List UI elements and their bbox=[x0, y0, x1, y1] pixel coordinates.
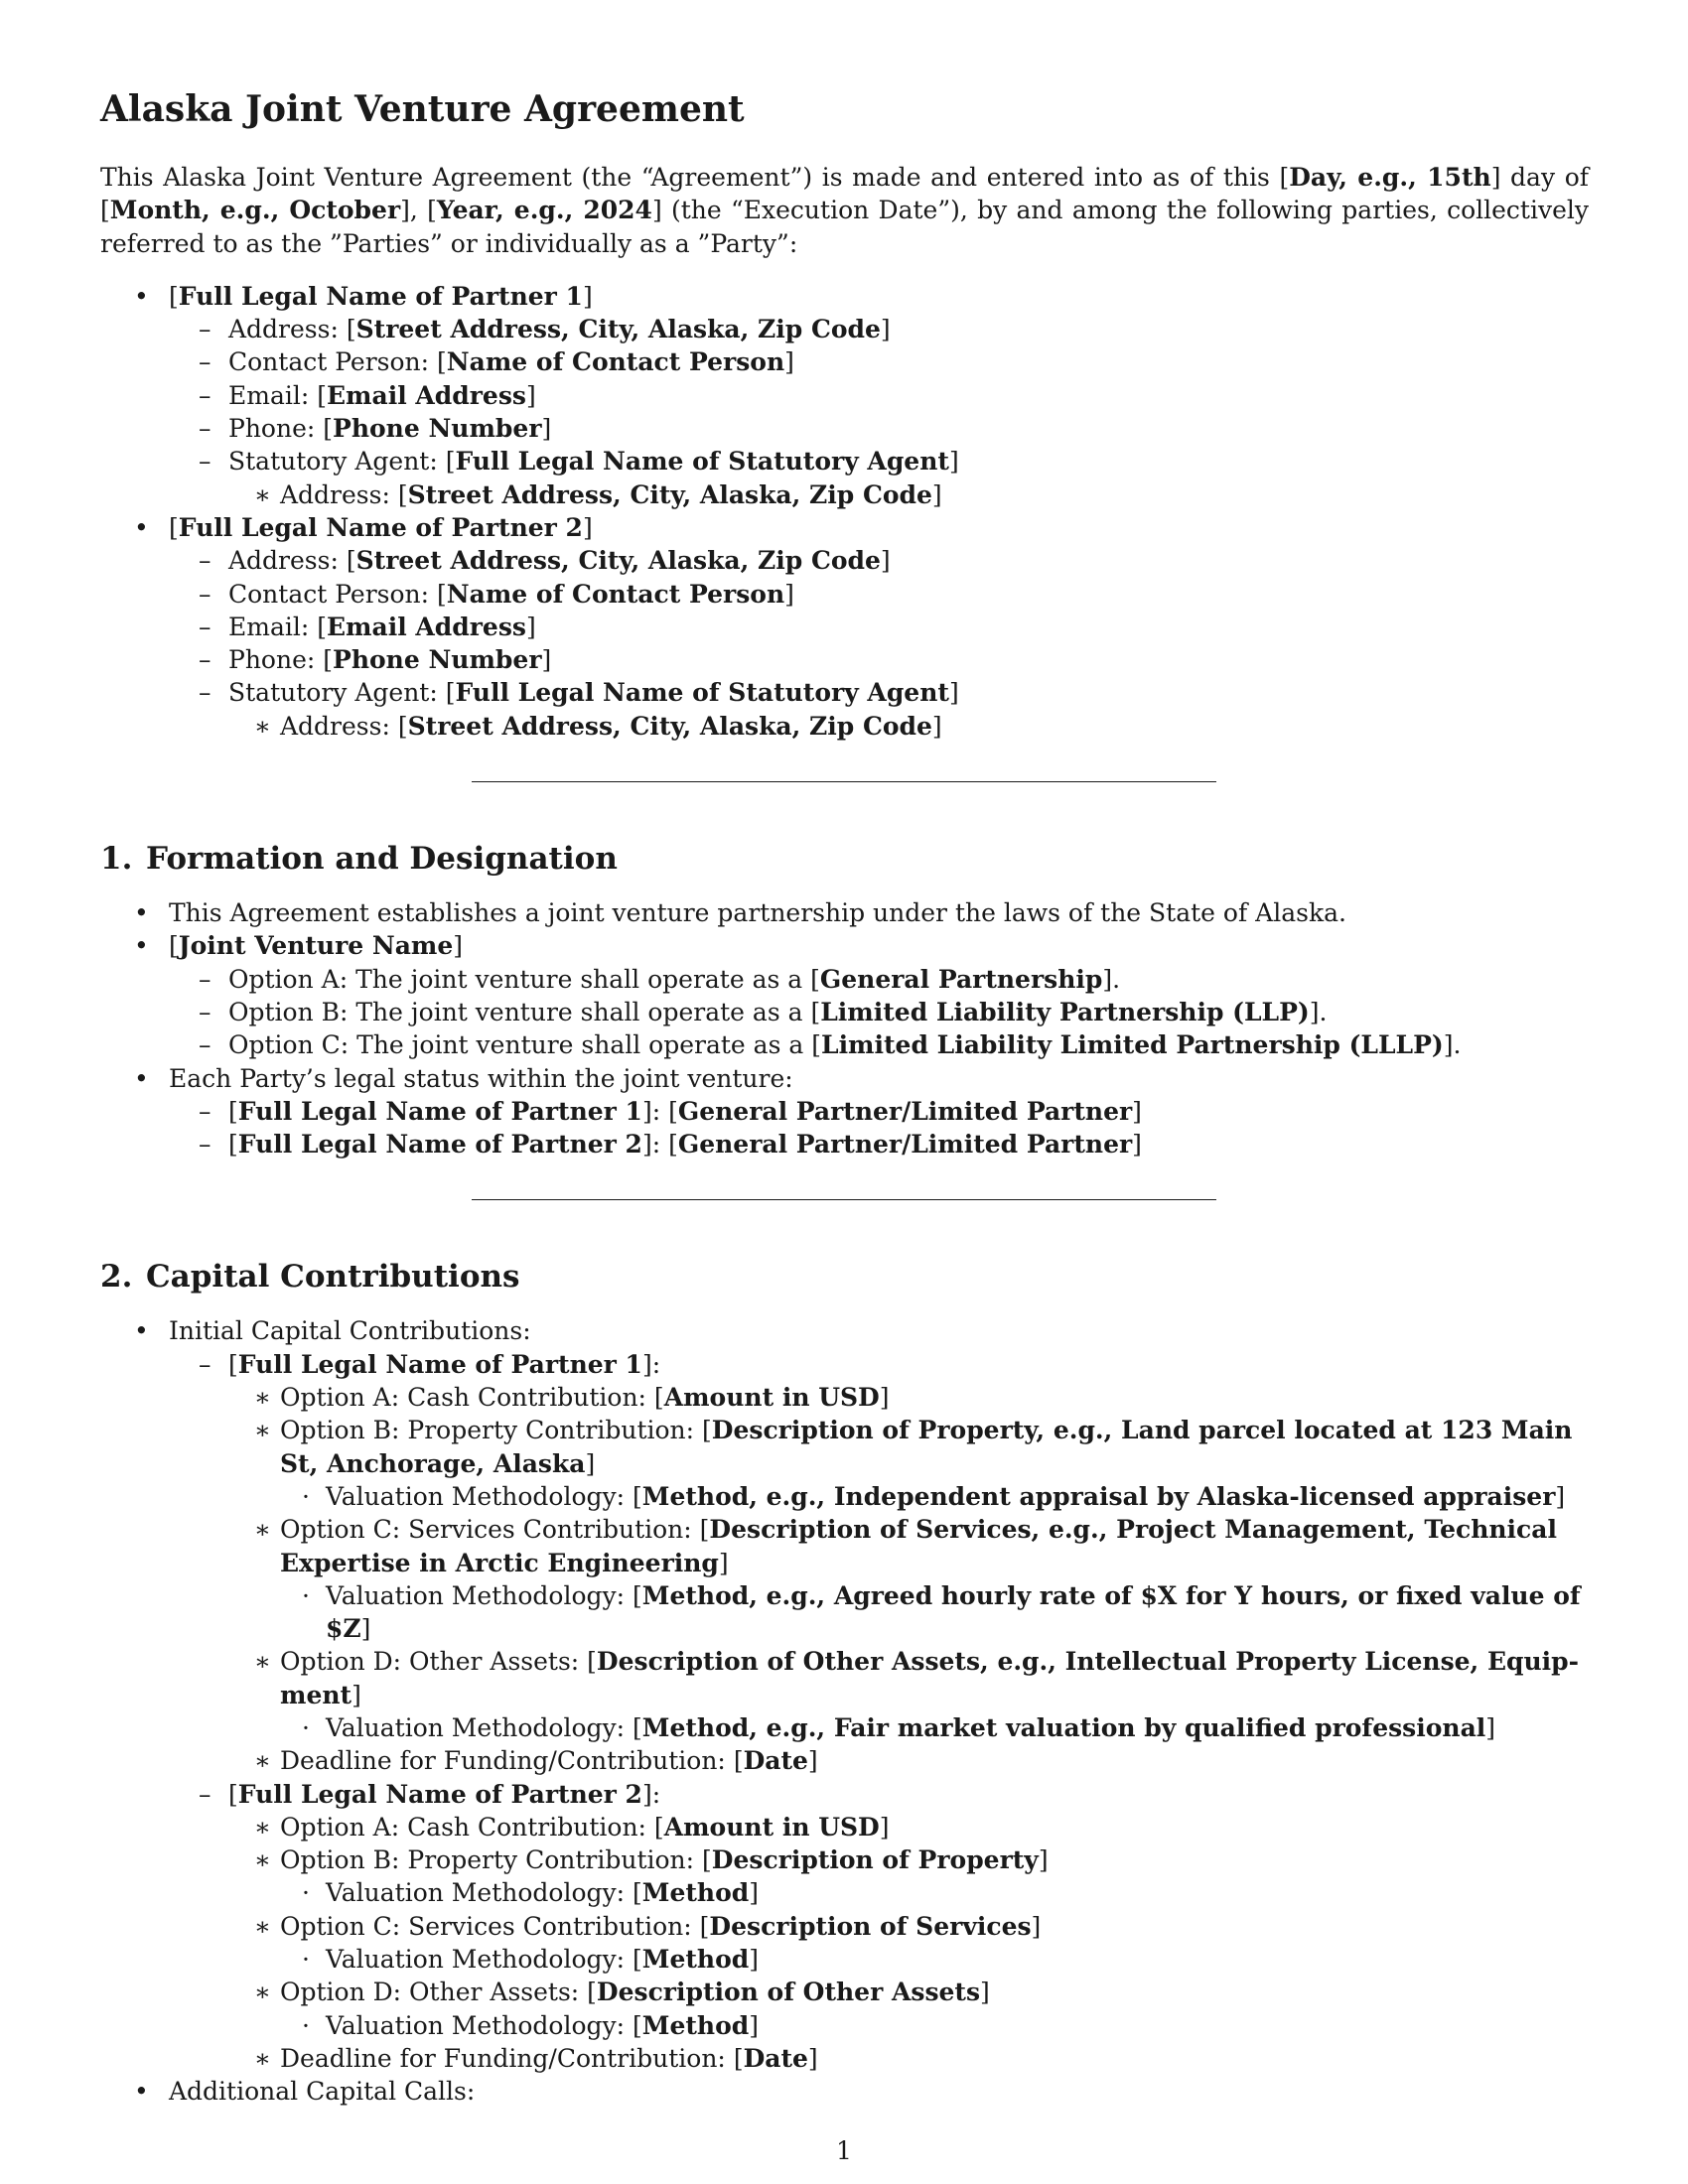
intro-paragraph: This Alaska Joint Venture Agreement (the “Agreement”) is made and entered into as of this [Day, e.g., 15th] day of [Month, e.g., October], [Year, e.g., 2024] (the “Execution Date”), by and among the following parties, collectively referred to as the ”Parties” or individually as a ”Party”: bbox=[100, 163, 1589, 258]
valuation-list bbox=[280, 1579, 1589, 1646]
option-services: ∗ Option C: Services Contribution: [Description of Services, e.g., Project Management, Technical Expertise in Arctic Engineering] · Valuation Methodology: [Method, e.g., Agreed hourly rate of $X for Y hours, or fixed value of $Z] bbox=[228, 1513, 1589, 1645]
option-value: Description of Other Assets, e.g., Intellectual Property License, Equip-ment bbox=[280, 1647, 1580, 1709]
list-item: • [Joint Venture Name] – Option A: The joint venture shall operate as a [General Partnership]. – Option B: The joint venture shall operate as a [Limited Liability Partnership (LLP)]. – Option C: The joint venture shall operate as a [Limited Liability Limited Partnership (LLLP)]. bbox=[100, 929, 1589, 1061]
valuation-methodology: · Valuation Methodology: [Method, e.g., Fair market valuation by qualified professional] bbox=[280, 1711, 1589, 1744]
field-value: Name of Contact Person bbox=[446, 347, 785, 377]
deadline-value: Date bbox=[743, 2043, 808, 2073]
section-number: 2. bbox=[100, 1259, 133, 1296]
field-label: Phone: bbox=[228, 414, 324, 444]
section-1-list bbox=[100, 896, 1589, 1160]
valuation-methodology: · Valuation Methodology: [Method, e.g., Independent appraisal by Alaska-licensed appraiser] bbox=[280, 1480, 1589, 1513]
option-text: Option C: The joint venture shall operate as a bbox=[228, 1030, 812, 1060]
funding-deadline: ∗ Deadline for Funding/Contribution: [Date] bbox=[228, 2042, 1589, 2075]
field-label: Phone: bbox=[228, 645, 324, 675]
valuation-label: Valuation Methodology: bbox=[326, 1878, 633, 1908]
option-value: Description of Property, e.g., Land parcel located at 123 Main St, Anchorage, Alaska bbox=[280, 1416, 1573, 1478]
partner-name: Full Legal Name of Partner 2 bbox=[237, 1130, 642, 1160]
party-email: – Email: [Email Address] bbox=[169, 611, 1589, 643]
list-item: • Additional Capital Calls: bbox=[100, 2075, 1589, 2108]
contribution-options bbox=[228, 1381, 1589, 1778]
agent-details bbox=[228, 478, 1589, 511]
field-value: Name of Contact Person bbox=[446, 579, 785, 609]
field-value: Street Address, City, Alaska, Zip Code bbox=[407, 711, 932, 741]
field-value: Street Address, City, Alaska, Zip Code bbox=[407, 479, 932, 509]
valuation-list bbox=[280, 1876, 1589, 1909]
deadline-label: Deadline for Funding/Contribution: bbox=[280, 2043, 734, 2073]
field-value: Full Legal Name of Statutory Agent bbox=[455, 447, 949, 477]
field-label: Address: bbox=[228, 315, 347, 344]
agent-address: ∗ Address: [Street Address, City, Alaska, Zip Code] bbox=[228, 710, 1589, 743]
party-statutory-agent: – Statutory Agent: [Full Legal Name of Statutory Agent] ∗ Address: [Street Address, City, Alaska, Zip Code] bbox=[169, 445, 1589, 511]
partner-name: Full Legal Name of Partner 1 bbox=[237, 1096, 642, 1126]
option-text: Option D: Other Assets: bbox=[280, 1647, 588, 1677]
option-cash: ∗ Option A: Cash Contribution: [Amount in USD] bbox=[228, 1811, 1589, 1843]
option-value: Limited Liability Partnership (LLP) bbox=[820, 997, 1310, 1026]
party-contact: – Contact Person: [Name of Contact Person] bbox=[169, 578, 1589, 611]
status-text: Each Party’s legal status within the joint venture: bbox=[169, 1063, 793, 1093]
deadline-value: Date bbox=[743, 1746, 808, 1776]
field-value: Street Address, City, Alaska, Zip Code bbox=[355, 546, 881, 576]
section-number: 1. bbox=[100, 841, 133, 878]
valuation-methodology: · Valuation Methodology: [Method] bbox=[280, 1943, 1589, 1976]
partner-contribution: – [Full Legal Name of Partner 1]: ∗ Option A: Cash Contribution: [Amount in USD] ∗ Option B: Property Contribution: [Description of Property, e.g., Land parcel located at 123 Main St, Anchorage, Alaska] · Valuation Methodology: [Method, e.g., Independent appraisal by Alaska-licensed appraiser] ∗ Option C: Services Contribution: [Description of Services, e.g., Project Management, Technical Expertise in Arctic Engineering] · Valuation Methodology: [Method, e.g., Agreed hourly rate of $X for Y hours, or fixed value of $Z] ∗ Option D: Other Assets: [Description of Other Assets, e.g., Intellectual Property License, Equip-ment] · Valuation Methodology: [Method, e.g., Fair market valuation by qualified professional] ∗ Deadline for Funding/Contribution: [Date] bbox=[169, 1348, 1589, 1778]
valuation-list bbox=[280, 1480, 1589, 1513]
party-phone: – Phone: [Phone Number] bbox=[169, 643, 1589, 676]
party-email: – Email: [Email Address] bbox=[169, 379, 1589, 412]
party-statutory-agent: – Statutory Agent: [Full Legal Name of Statutory Agent] ∗ Address: [Street Address, City, Alaska, Zip Code] bbox=[169, 676, 1589, 743]
field-label: Statutory Agent: bbox=[228, 447, 446, 477]
valuation-label: Valuation Methodology: bbox=[326, 1481, 633, 1511]
section-1-heading bbox=[100, 839, 1589, 879]
field-value: Email Address bbox=[327, 612, 526, 641]
partner-name: Full Legal Name of Partner 1 bbox=[237, 1349, 642, 1379]
valuation-label: Valuation Methodology: bbox=[326, 1580, 633, 1610]
valuation-value: Method, e.g., Agreed hourly rate of $X for Y hours, or fixed value of $Z bbox=[326, 1580, 1581, 1644]
page-number: 1 bbox=[836, 2136, 852, 2165]
valuation-value: Method, e.g., Fair market valuation by qualified professional bbox=[641, 1712, 1486, 1742]
intro-year-placeholder: Year, e.g., 2024 bbox=[436, 196, 652, 225]
field-value: Phone Number bbox=[333, 414, 542, 444]
intro-text-4: (the “Execution Date”), by and among the following parties, collectively referred to as the ”Parties” or individually as a ”Party”: bbox=[100, 196, 1589, 258]
party-item: • [Full Legal Name of Partner 2] – Address: [Street Address, City, Alaska, Zip Code] – Contact Person: [Name of Contact Person] – Email: [Email Address] – Phone: [Phone Number] – Statutory Agent: [Full Legal Name of Statutory Agent] ∗ Address: [Street Address, City, Alaska, Zip Code] bbox=[100, 511, 1589, 743]
agent-address: ∗ Address: [Street Address, City, Alaska, Zip Code] bbox=[228, 478, 1589, 511]
parties-list bbox=[100, 280, 1589, 743]
option-text: Option B: Property Contribution: bbox=[280, 1845, 703, 1875]
partner-contributions bbox=[169, 1348, 1589, 2076]
option-value: Description of Other Assets bbox=[596, 1978, 981, 2007]
field-label: Contact Person: bbox=[228, 347, 438, 377]
option-other-assets: ∗ Option D: Other Assets: [Description of Other Assets] · Valuation Methodology: [Method] bbox=[228, 1976, 1589, 2042]
option-c: – Option C: The joint venture shall operate as a [Limited Liability Limited Partnership (LLLP)]. bbox=[169, 1028, 1589, 1061]
option-services: ∗ Option C: Services Contribution: [Description of Services] · Valuation Methodology: [Method] bbox=[228, 1910, 1589, 1977]
option-text: Option C: Services Contribution: bbox=[280, 1515, 700, 1545]
contribution-options bbox=[228, 1811, 1589, 2075]
option-value: General Partnership bbox=[819, 964, 1103, 994]
document-title: Alaska Joint Venture Agreement bbox=[100, 88, 745, 130]
party-name: Full Legal Name of Partner 2 bbox=[178, 512, 583, 542]
option-cash: ∗ Option A: Cash Contribution: [Amount in USD] bbox=[228, 1381, 1589, 1414]
field-label: Contact Person: bbox=[228, 579, 438, 609]
field-label: Address: bbox=[280, 711, 398, 741]
intro-month-placeholder: Month, e.g., October bbox=[109, 196, 401, 225]
option-text: Option A: Cash Contribution: bbox=[280, 1383, 654, 1413]
agent-details bbox=[228, 710, 1589, 743]
partner-status-value: General Partner/Limited Partner bbox=[677, 1096, 1133, 1126]
valuation-label: Valuation Methodology: bbox=[326, 2010, 633, 2040]
option-value: Amount in USD bbox=[663, 1383, 880, 1413]
section-title: Capital Contributions bbox=[146, 1259, 520, 1296]
section-divider bbox=[472, 781, 1216, 782]
option-value: Limited Liability Limited Partnership (LLLP) bbox=[820, 1030, 1444, 1060]
option-property: ∗ Option B: Property Contribution: [Description of Property] · Valuation Methodology: [Method] bbox=[228, 1843, 1589, 1910]
field-label: Email: bbox=[228, 380, 318, 410]
option-b: – Option B: The joint venture shall operate as a [Limited Liability Partnership (LLP)]. bbox=[169, 996, 1589, 1028]
section-title: Formation and Designation bbox=[146, 841, 618, 878]
field-label: Statutory Agent: bbox=[228, 678, 446, 708]
initial-contributions-label: Initial Capital Contributions: bbox=[169, 1316, 531, 1346]
valuation-label: Valuation Methodology: bbox=[326, 1712, 633, 1742]
option-text: Option D: Other Assets: bbox=[280, 1978, 588, 2007]
field-value: Street Address, City, Alaska, Zip Code bbox=[355, 315, 881, 344]
option-a: – Option A: The joint venture shall operate as a [General Partnership]. bbox=[169, 963, 1589, 996]
party-address: – Address: [Street Address, City, Alaska, Zip Code] bbox=[169, 313, 1589, 345]
valuation-list bbox=[280, 1711, 1589, 1744]
option-value: Description of Property bbox=[711, 1845, 1039, 1875]
party-contact: – Contact Person: [Name of Contact Person] bbox=[169, 345, 1589, 378]
option-text: Option B: The joint venture shall operate as a bbox=[228, 997, 811, 1026]
jv-name-placeholder: Joint Venture Name bbox=[178, 931, 454, 961]
partner-status: – [Full Legal Name of Partner 2]: [General Partner/Limited Partner] bbox=[169, 1128, 1589, 1160]
section-2-heading bbox=[100, 1257, 1589, 1297]
status-list bbox=[169, 1095, 1589, 1161]
field-value: Full Legal Name of Statutory Agent bbox=[455, 678, 949, 708]
valuation-value: Method bbox=[641, 1878, 750, 1908]
partner-status-value: General Partner/Limited Partner bbox=[677, 1130, 1133, 1160]
funding-deadline: ∗ Deadline for Funding/Contribution: [Date] bbox=[228, 1744, 1589, 1777]
party-item: • [Full Legal Name of Partner 1] – Address: [Street Address, City, Alaska, Zip Code] – Contact Person: [Name of Contact Person] – Email: [Email Address] – Phone: [Phone Number] – Statutory Agent: [Full Legal Name of Statutory Agent] ∗ Address: [Street Address, City, Alaska, Zip Code] bbox=[100, 280, 1589, 511]
intro-text-2: day of bbox=[1500, 163, 1589, 192]
option-value: Description of Services, e.g., Project Management, Technical Expertise in Arctic Engineering bbox=[280, 1515, 1557, 1577]
valuation-methodology: · Valuation Methodology: [Method, e.g., Agreed hourly rate of $X for Y hours, or fixed value of $Z] bbox=[280, 1579, 1589, 1646]
party-name: Full Legal Name of Partner 1 bbox=[178, 281, 583, 311]
party-address: – Address: [Street Address, City, Alaska, Zip Code] bbox=[169, 544, 1589, 577]
partner-status: – [Full Legal Name of Partner 1]: [General Partner/Limited Partner] bbox=[169, 1095, 1589, 1128]
field-label: Address: bbox=[228, 546, 347, 576]
section-2-list bbox=[100, 1314, 1589, 2108]
partner-contribution: – [Full Legal Name of Partner 2]: ∗ Option A: Cash Contribution: [Amount in USD] ∗ Option B: Property Contribution: [Description of Property] · Valuation Methodology: [Method] ∗ Option C: Services Contribution: [Description of Services] · Valuation Methodology: [Method] ∗ Option D: Other Assets: [Description of Other Assets] · Valuation Methodology: [Method] ∗ Deadline for Funding/Contribution: [Date] bbox=[169, 1778, 1589, 2076]
option-text: Option A: The joint venture shall operate as a bbox=[228, 964, 811, 994]
party-details bbox=[169, 544, 1589, 743]
list-item: • This Agreement establishes a joint venture partnership under the laws of the State of Alaska. bbox=[100, 896, 1589, 929]
field-value: Phone Number bbox=[333, 645, 542, 675]
deadline-label: Deadline for Funding/Contribution: bbox=[280, 1746, 734, 1776]
intro-text-1: This Alaska Joint Venture Agreement (the “Agreement”) is made and entered into as of this bbox=[100, 163, 1280, 192]
valuation-list bbox=[280, 2009, 1589, 2042]
entity-options bbox=[169, 963, 1589, 1062]
option-text: Option C: Services Contribution: bbox=[280, 1911, 700, 1941]
valuation-label: Valuation Methodology: bbox=[326, 1945, 633, 1975]
field-label: Email: bbox=[228, 612, 318, 641]
option-property: ∗ Option B: Property Contribution: [Description of Property, e.g., Land parcel located at 123 Main St, Anchorage, Alaska] · Valuation Methodology: [Method, e.g., Independent appraisal by Alaska-licensed appraiser] bbox=[228, 1414, 1589, 1513]
section-divider bbox=[472, 1199, 1216, 1200]
list-item bbox=[100, 1314, 1589, 2075]
party-details bbox=[169, 313, 1589, 511]
option-other-assets: ∗ Option D: Other Assets: [Description of Other Assets, e.g., Intellectual Property License, Equip-ment] · Valuation Methodology: [Method, e.g., Fair market valuation by qualified professional] bbox=[228, 1645, 1589, 1744]
valuation-methodology: · Valuation Methodology: [Method] bbox=[280, 1876, 1589, 1909]
option-value: Description of Services bbox=[709, 1911, 1032, 1941]
list-item bbox=[100, 1062, 1589, 1161]
field-label: Address: bbox=[280, 479, 398, 509]
intro-day-placeholder: Day, e.g., 15th bbox=[1289, 163, 1491, 192]
option-text: Option B: Property Contribution: bbox=[280, 1416, 703, 1445]
document-page bbox=[100, 87, 1589, 2109]
option-value: Amount in USD bbox=[663, 1812, 880, 1842]
option-text: Option A: Cash Contribution: bbox=[280, 1812, 654, 1842]
valuation-value: Method bbox=[641, 1945, 750, 1975]
intro-text-3: , bbox=[409, 196, 428, 225]
party-phone: – Phone: [Phone Number] bbox=[169, 412, 1589, 445]
field-value: Email Address bbox=[327, 380, 526, 410]
valuation-list bbox=[280, 1943, 1589, 1976]
valuation-value: Method, e.g., Independent appraisal by Alaska-licensed appraiser bbox=[641, 1481, 1556, 1511]
partner-name: Full Legal Name of Partner 2 bbox=[237, 1779, 642, 1809]
valuation-methodology: · Valuation Methodology: [Method] bbox=[280, 2009, 1589, 2042]
valuation-value: Method bbox=[641, 2010, 750, 2040]
